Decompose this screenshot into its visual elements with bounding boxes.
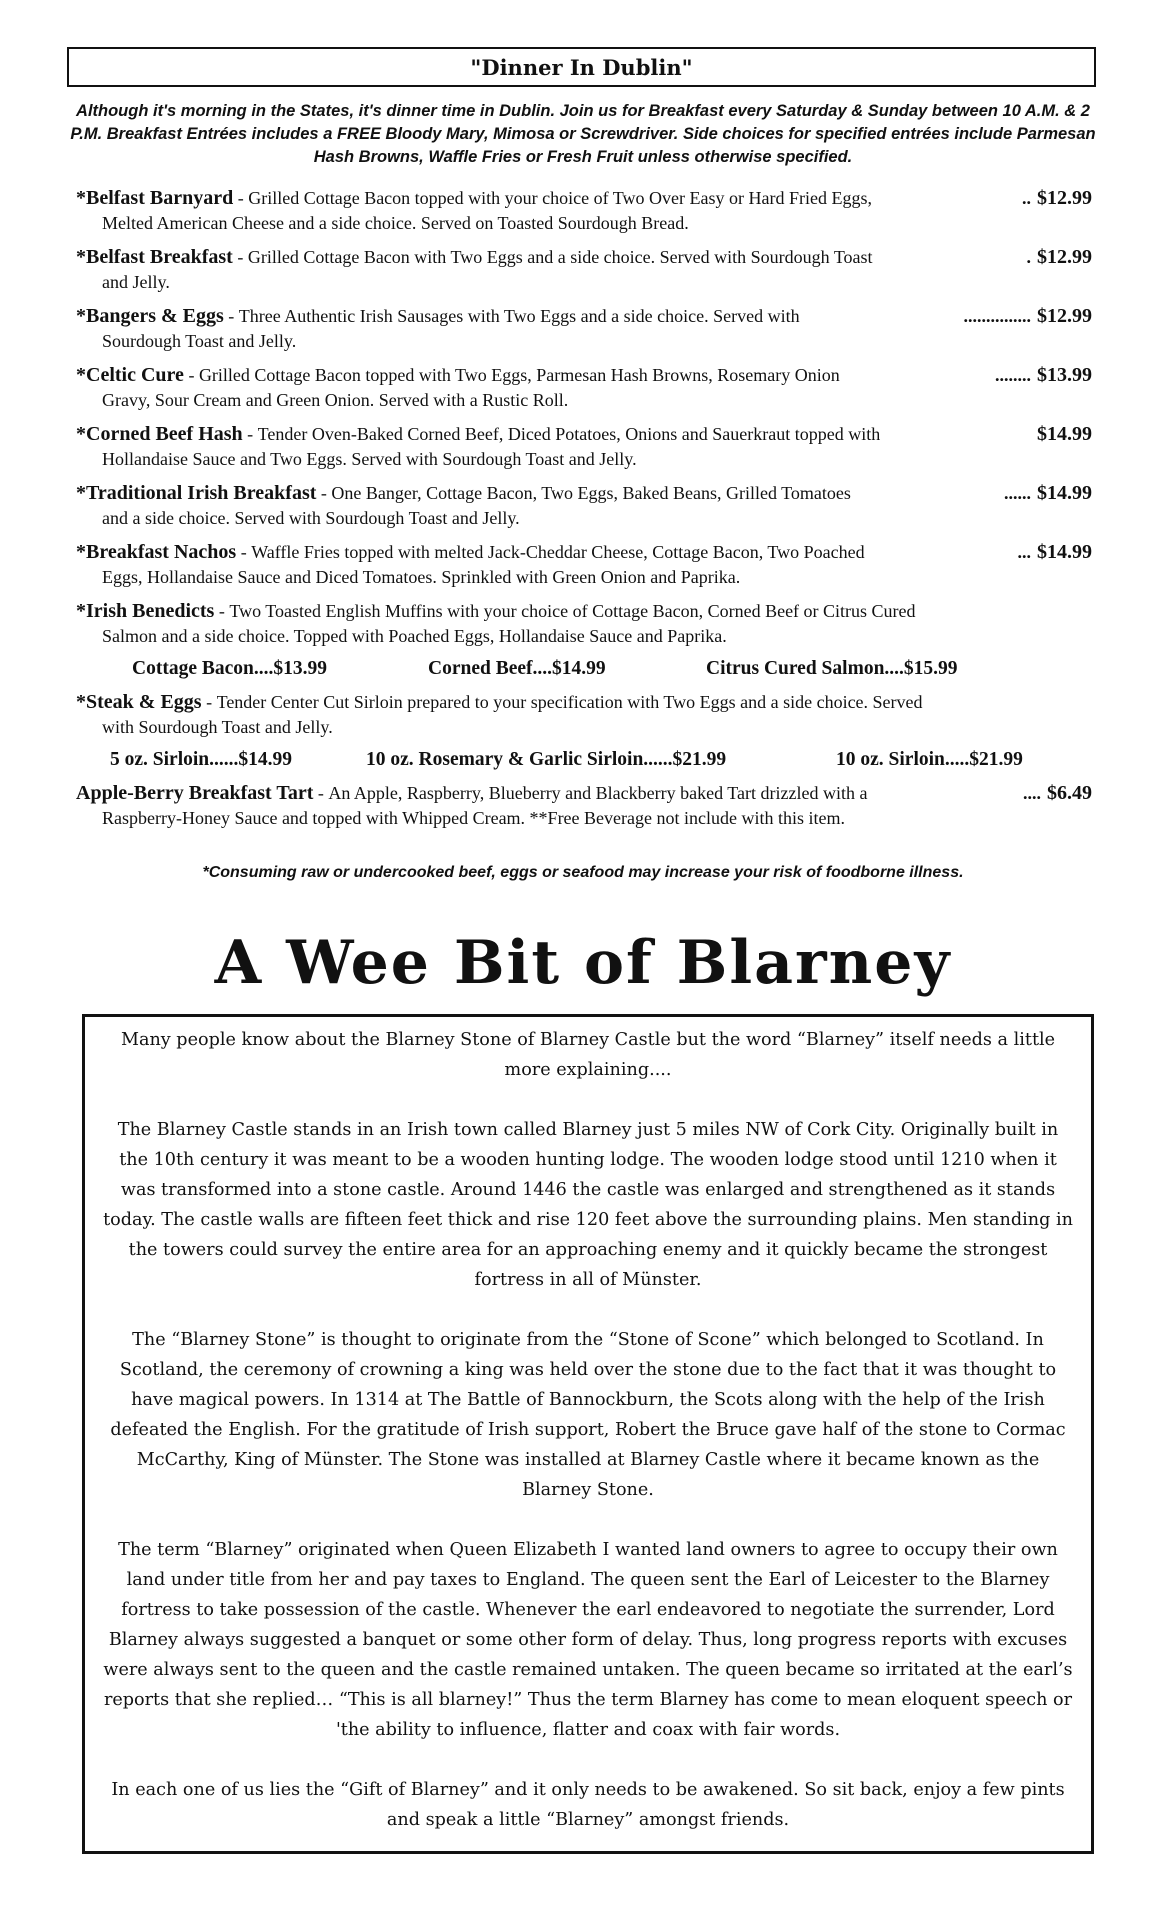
item-description: An Apple, Raspberry, Blueberry and Blackberry baked Tart drizzled with a [328, 783, 868, 803]
menu-intro: Although it's morning in the States, it's dinner time in Dublin. Join us for Breakfast every Saturday & Sunday between 10 A.M. & 2 P.M. Breakfast Entrées includes a FREE Bloody Mary, Mimosa or Screwdriver. Side choices for specified entrées include Parmesan Hash Browns, Waffle Fries or Fresh Fruit unless otherwise specified. [70, 102, 1096, 166]
menu-item: *Bangers & Eggs - Three Authentic Irish Sausages with Two Eggs and a side choice. Served with ............... $12.99 Sourdough Toast and Jelly. [76, 304, 1092, 354]
menu-item: *Belfast Breakfast - Grilled Cottage Bacon with Two Eggs and a side choice. Served with Sourdough Toast . $12.99 and Jelly. [76, 245, 1092, 295]
story-paragraph: The term “Blarney” originated when Queen Elizabeth I wanted land owners to agree to occupy their own land under title from her and pay taxes to England. The queen sent the Earl of Leicester to the Blarney fortress to take possession of the castle. Whenever the earl endeavored to negotiate the surrender, Lord Blarney always suggested a banquet or some other form of delay. Thus, long progress reports with excuses were always sent to the queen and the castle remained untaken. The queen became so irritated at the earl’s reports that she replied… “This is all blarney!” Thus the term Blarney has come to mean eloquent speech or 'the ability to influence, flatter and coax with fair words. [103, 1540, 1073, 1740]
item-description: Tender Center Cut Sirloin prepared to your specification with Two Eggs and a side choice. Served [216, 692, 923, 712]
item-name: *Belfast Breakfast [76, 246, 233, 268]
menu-item: *Breakfast Nachos - Waffle Fries topped with melted Jack-Cheddar Cheese, Cottage Bacon, Two Poached ... $14.99 Eggs, Hollandaise Sauce and Diced Tomatoes. Sprinkled with Green Onion and Paprika. [76, 540, 1092, 590]
item-description-cont: Eggs, Hollandaise Sauce and Diced Tomatoes. Sprinkled with Green Onion and Paprika. [102, 567, 741, 587]
option-price: 5 oz. Sirloin......$14.99 [110, 749, 293, 770]
item-description: Grilled Cottage Bacon with Two Eggs and a side choice. Served with Sourdough Toast [247, 247, 873, 267]
story-paragraph: In each one of us lies the “Gift of Blarney” and it only needs to be awakened. So sit back, enjoy a few pints and speak a little “Blarney” amongst friends. [111, 1780, 1065, 1830]
item-price: $14.99 [1037, 541, 1092, 563]
item-description: Two Toasted English Muffins with your choice of Cottage Bacon, Corned Beef or Citrus Cured [229, 601, 916, 621]
story-paragraph: The “Blarney Stone” is thought to originate from the “Stone of Scone” which belonged to Scotland. In Scotland, the ceremony of crowning a king was held over the stone due to the fact that it was thought to have magical powers. In 1314 at The Battle of Bannockburn, the Scots along with the help of the Irish defeated the English. For the gratitude of Irish support, Robert the Bruce gave half of the stone to Cormac McCarthy, King of Münster. The Stone was installed at Blarney Castle where it became known as the Blarney Stone. [110, 1330, 1066, 1500]
benedict-options [76, 656, 1092, 681]
item-description-cont: Gravy, Sour Cream and Green Onion. Served with a Rustic Roll. [102, 390, 569, 410]
item-price: $6.49 [1047, 782, 1092, 804]
item-leader-dots: ... [1017, 542, 1031, 562]
item-description-cont: Sourdough Toast and Jelly. [102, 331, 297, 351]
menu-item: *Belfast Barnyard - Grilled Cottage Bacon topped with your choice of Two Over Easy or Hard Fried Eggs, .. $12.99 Melted American Cheese and a side choice. Served on Toasted Sourdough Bread. [76, 186, 1092, 236]
item-price: $12.99 [1037, 246, 1092, 268]
menu-item: *Corned Beef Hash - Tender Oven-Baked Corned Beef, Diced Potatoes, Onions and Sauerkraut topped with $14.99 Hollandaise Sauce and Two Eggs. Served with Sourdough Toast and Jelly. [76, 422, 1092, 472]
item-name: *Steak & Eggs [76, 691, 202, 713]
item-description: Tender Oven-Baked Corned Beef, Diced Potatoes, Onions and Sauerkraut topped with [257, 424, 881, 444]
item-name: *Bangers & Eggs [76, 305, 224, 327]
item-description-cont: and a side choice. Served with Sourdough Toast and Jelly. [102, 508, 520, 528]
menu-title: "Dinner In Dublin" [67, 47, 1096, 87]
item-description: One Banger, Cottage Bacon, Two Eggs, Baked Beans, Grilled Tomatoes [331, 483, 851, 503]
item-description-cont: Salmon and a side choice. Topped with Poached Eggs, Hollandaise Sauce and Paprika. [102, 626, 727, 646]
story-paragraph: Many people know about the Blarney Stone of Blarney Castle but the word “Blarney” itself needs a little more explaining.... [120, 1030, 1056, 1080]
item-name: *Breakfast Nachos [76, 541, 237, 563]
item-price: $12.99 [1037, 305, 1092, 327]
item-name: *Corned Beef Hash [76, 423, 243, 445]
menu-item: *Traditional Irish Breakfast - One Banger, Cottage Bacon, Two Eggs, Baked Beans, Grilled Tomatoes ...... $14.99 and a side choice. Served with Sourdough Toast and Jelly. [76, 481, 1092, 531]
option-price: Corned Beef....$14.99 [428, 658, 606, 679]
steak-options [76, 747, 1092, 772]
item-leader-dots: ...... [1004, 483, 1031, 503]
blarney-heading: A Wee Bit of Blarney [214, 928, 952, 998]
item-description-cont: Hollandaise Sauce and Two Eggs. Served with Sourdough Toast and Jelly. [102, 449, 637, 469]
item-leader-dots: .. [1022, 188, 1031, 208]
item-description-cont: Raspberry-Honey Sauce and topped with Whipped Cream. **Free Beverage not include with this item. [102, 808, 845, 828]
option-price: 10 oz. Rosemary & Garlic Sirloin......$21.99 [366, 749, 727, 770]
menu-item: *Irish Benedicts - Two Toasted English Muffins with your choice of Cottage Bacon, Corned Beef or Citrus Cured Salmon and a side choice. Topped with Poached Eggs, Hollandaise Sauce and Paprika. [76, 599, 1092, 649]
item-leader-dots: ............... [963, 306, 1031, 326]
food-safety-warning: *Consuming raw or undercooked beef, eggs or seafood may increase your risk of foodborne illness. [202, 864, 964, 881]
story-paragraph: The Blarney Castle stands in an Irish town called Blarney just 5 miles NW of Cork City. Originally built in the 10th century it was meant to be a wooden hunting lodge. The wooden lodge stood until 1210 when it was transformed into a stone castle. Around 1446 the castle was enlarged and strengthened as it stands today. The castle walls are fifteen feet thick and rise 120 feet above the surrounding plains. Men standing in the towers could survey the entire area for an approaching enemy and it quickly became the strongest fortress in all of Münster. [103, 1120, 1073, 1290]
item-leader-dots: . [1026, 247, 1031, 267]
item-description-cont: with Sourdough Toast and Jelly. [102, 717, 333, 737]
item-price: $13.99 [1037, 364, 1092, 386]
item-price: $14.99 [1037, 423, 1092, 445]
item-name: *Belfast Barnyard [76, 187, 234, 209]
item-leader-dots: .... [1023, 783, 1041, 803]
item-description: Grilled Cottage Bacon topped with your choice of Two Over Easy or Hard Fried Eggs, [248, 188, 872, 208]
option-price: Citrus Cured Salmon....$15.99 [706, 658, 958, 679]
menu-item: *Celtic Cure - Grilled Cottage Bacon topped with Two Eggs, Parmesan Hash Browns, Rosemary Onion ........ $13.99 Gravy, Sour Cream and Green Onion. Served with a Rustic Roll. [76, 363, 1092, 413]
item-price: $12.99 [1037, 187, 1092, 209]
menu-item: *Steak & Eggs - Tender Center Cut Sirloin prepared to your specification with Two Eggs and a side choice. Served with Sourdough Toast and Jelly. [76, 690, 1092, 740]
option-price: 10 oz. Sirloin.....$21.99 [836, 749, 1023, 770]
item-name: *Celtic Cure [76, 364, 184, 386]
breakfast-menu [76, 186, 1092, 840]
item-leader-dots: ........ [995, 365, 1031, 385]
option-price: Cottage Bacon....$13.99 [132, 658, 327, 679]
item-description-cont: Melted American Cheese and a side choice. Served on Toasted Sourdough Bread. [102, 213, 689, 233]
item-description-cont: and Jelly. [102, 272, 170, 292]
item-description: Three Authentic Irish Sausages with Two Eggs and a side choice. Served with [238, 306, 800, 326]
item-name: *Irish Benedicts [76, 600, 215, 622]
item-name: Apple-Berry Breakfast Tart [76, 782, 314, 804]
item-name: *Traditional Irish Breakfast [76, 482, 317, 504]
item-description: Waffle Fries topped with melted Jack-Cheddar Cheese, Cottage Bacon, Two Poached [251, 542, 865, 562]
blarney-story-box [82, 1014, 1094, 1854]
item-price: $14.99 [1037, 482, 1092, 504]
item-description: Grilled Cottage Bacon topped with Two Eggs, Parmesan Hash Browns, Rosemary Onion [198, 365, 840, 385]
menu-item: Apple-Berry Breakfast Tart - An Apple, Raspberry, Blueberry and Blackberry baked Tart drizzled with a .... $6.49 Raspberry-Honey Sauce and topped with Whipped Cream. **Free Beverage not include with this item. [76, 781, 1092, 831]
